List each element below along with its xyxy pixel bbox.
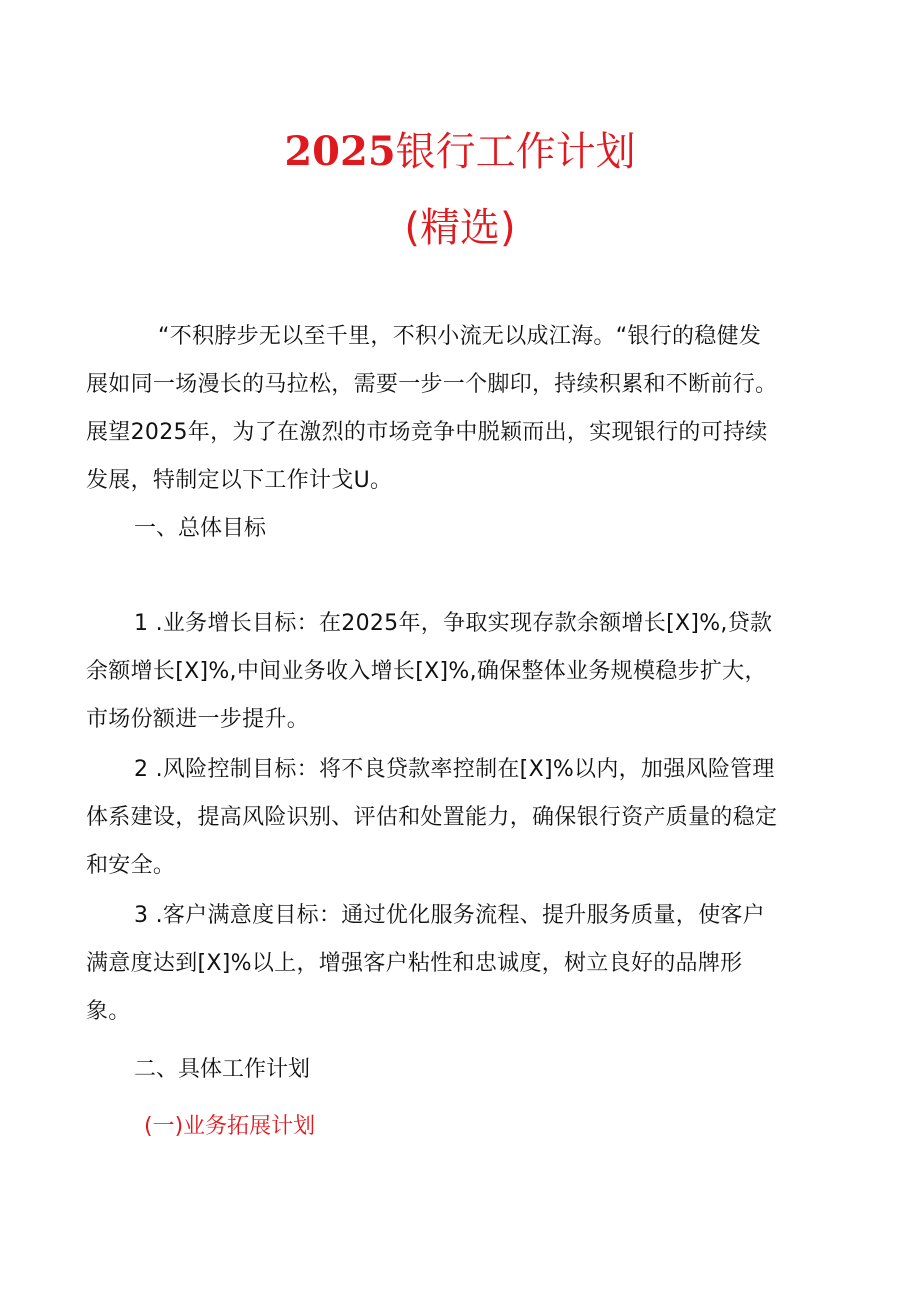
intro-line: “不积脖步无以至千里，不积小流无以成江海。“银行的稳健发 xyxy=(158,324,762,349)
goal-line: 2 .风险控制目标：将不良贷款率控制在[X]%以内，加强风险管理 xyxy=(134,757,775,782)
intro-line: 展如同一场漫长的马拉松，需要一步一个脚印，持续积累和不断前行。 xyxy=(86,372,778,397)
intro-paragraph xyxy=(86,313,806,505)
document-title xyxy=(0,128,920,176)
subsection-heading-business-expansion: (一)业务拓展计划 xyxy=(144,1114,316,1139)
goal-item-customer-satisfaction xyxy=(86,892,806,1036)
goal-line: 1 .业务增长目标：在2025年，争取实现存款余额增长[X]%,贷款 xyxy=(134,611,773,636)
goal-item-risk-control xyxy=(86,746,806,890)
title-text: 银行工作计划 xyxy=(395,129,636,175)
title-year: 2025 xyxy=(284,128,396,175)
goal-line: 市场份额进一步提升。 xyxy=(86,707,310,732)
goal-line: 满意度达到[X]%以上，增强客户粘性和忠诚度，树立良好的品牌形 xyxy=(86,951,743,976)
intro-line: 发展，特制定以下工作计戈U。 xyxy=(86,468,393,493)
goal-line: 3 .客户满意度目标：通过优化服务流程、提升服务质量，使客户 xyxy=(134,903,765,928)
goal-line: 余额增长[X]%,中间业务收入增长[X]%,确保整体业务规模稳步扩大， xyxy=(86,659,767,684)
intro-line: 展望2025年，为了在激烈的市场竞争中脱颖而出，实现银行的可持续 xyxy=(86,420,768,445)
goal-line: 象。 xyxy=(86,999,131,1024)
section-heading-work-plan: 二、具体工作计划 xyxy=(134,1057,311,1082)
document-subtitle: (精选) xyxy=(404,205,516,251)
section-heading-overall-goals: 一、总体目标 xyxy=(134,516,267,541)
goal-line: 和安全。 xyxy=(86,853,176,878)
goal-line: 体系建设，提高风险识别、评估和处置能力，确保银行资产质量的稳定 xyxy=(86,805,778,830)
goal-item-business-growth xyxy=(86,600,806,744)
